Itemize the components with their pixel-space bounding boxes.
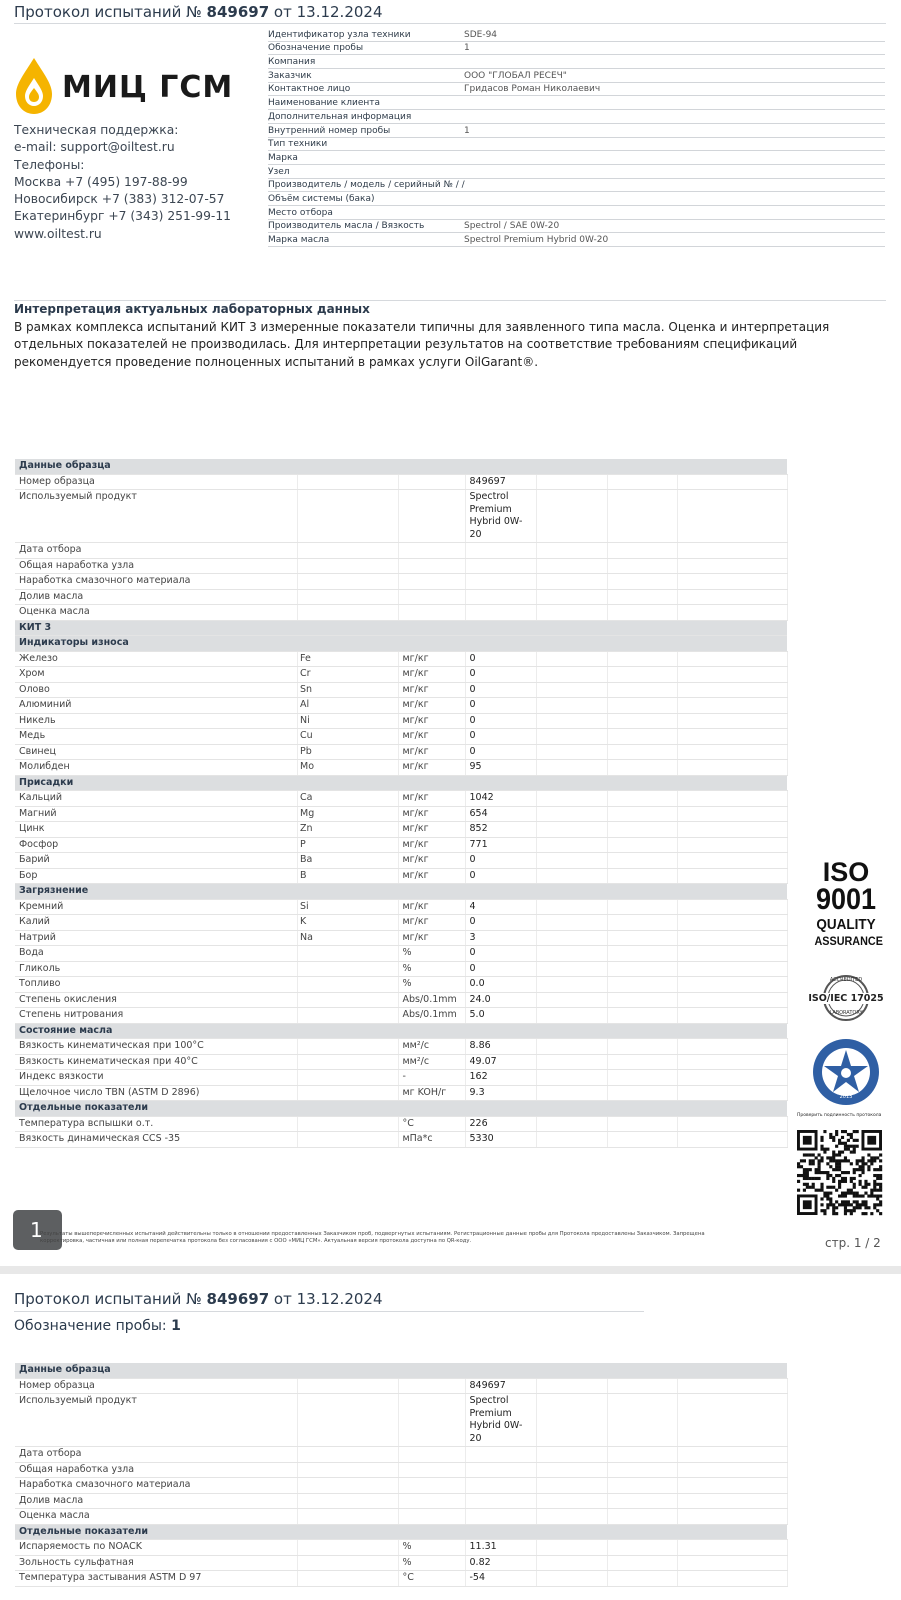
element-symbol: P bbox=[300, 838, 306, 850]
result-row bbox=[15, 946, 787, 962]
result-row bbox=[15, 1008, 787, 1024]
row-label: Магний Mg bbox=[15, 806, 297, 822]
row-value: 0.0 bbox=[465, 977, 536, 993]
sample-info-table bbox=[268, 28, 885, 247]
registry-seal-badge: 2013 bbox=[811, 1037, 881, 1107]
sample-row bbox=[15, 490, 787, 543]
row-unit: мг/кг bbox=[398, 667, 465, 683]
row-label: Кальций Ca bbox=[15, 791, 297, 807]
row-label: Гликоль bbox=[15, 961, 297, 977]
row-label: Долив масла bbox=[15, 1493, 297, 1509]
info-row bbox=[268, 220, 885, 234]
row-value: 11.31 bbox=[465, 1540, 536, 1556]
row-label: Номер образца bbox=[15, 1378, 297, 1394]
row-unit: мм²/с bbox=[398, 1039, 465, 1055]
row-value: 852 bbox=[465, 822, 536, 838]
row-unit: мг KOH/г bbox=[398, 1085, 465, 1101]
row-value: Spectrol Premium Hybrid 0W-20 bbox=[465, 1394, 536, 1447]
row-unit: Abs/0.1mm bbox=[398, 992, 465, 1008]
row-value bbox=[465, 589, 536, 605]
support-website[interactable]: www.oiltest.ru bbox=[14, 226, 102, 241]
row-label: Дата отбора bbox=[15, 1447, 297, 1463]
sample-row bbox=[15, 589, 787, 605]
row-label: Испаряемость по NOACK bbox=[15, 1540, 297, 1556]
row-unit: мг/кг bbox=[398, 806, 465, 822]
row-value bbox=[465, 558, 536, 574]
result-row bbox=[15, 853, 787, 869]
group-header: Загрязнение bbox=[15, 884, 787, 900]
row-value: 8.86 bbox=[465, 1039, 536, 1055]
sample-row bbox=[15, 605, 787, 621]
row-unit: мг/кг bbox=[398, 760, 465, 776]
result-row bbox=[15, 1085, 787, 1101]
row-value: 0 bbox=[465, 651, 536, 667]
row-unit: мг/кг bbox=[398, 837, 465, 853]
row-unit: мм²/с bbox=[398, 1054, 465, 1070]
info-label: Производитель / модель / серийный № / / bbox=[268, 180, 465, 191]
row-value: 0 bbox=[465, 868, 536, 884]
support-block: Техническая поддержка: e-mail: support@oiltest.ru Телефоны: Москва +7 (495) 197-88-99 Новосибирск +7 (383) 312-07-57 Екатеринбург +7 (343) 251-99-11 www.oiltest.ru bbox=[14, 122, 231, 243]
page2-divider bbox=[14, 1311, 644, 1312]
info-label: Наименование клиента bbox=[268, 98, 381, 109]
info-row bbox=[268, 165, 885, 179]
info-label: Заказчик bbox=[268, 70, 312, 81]
row-label: Медь Cu bbox=[15, 729, 297, 745]
row-label: Калий K bbox=[15, 915, 297, 931]
row-unit: мг/кг bbox=[398, 651, 465, 667]
element-symbol: Mg bbox=[300, 807, 315, 819]
row-value: 0 bbox=[465, 698, 536, 714]
info-label: Компания bbox=[268, 57, 316, 68]
row-label: Температура вспышки о.т. bbox=[15, 1116, 297, 1132]
interpretation-text: В рамках комплекса испытаний КИТ 3 измеренные показатели типичны для заявленного типа масла. Оценка и интерпретация отдельных показателей не производилась. Для интерпретации результатов на соответствие требованиям спецификаций рекомендуется проведение полноценных испытаний в рамках услуги OilGarant®. bbox=[14, 319, 830, 369]
row-label: Наработка смазочного материала bbox=[15, 1478, 297, 1494]
sample-row bbox=[15, 558, 787, 574]
row-label: Долив масла bbox=[15, 589, 297, 605]
row-label: Общая наработка узла bbox=[15, 1462, 297, 1478]
row-label: Бор B bbox=[15, 868, 297, 884]
group-header: Отдельные показатели bbox=[15, 1101, 787, 1117]
info-label: Идентификатор узла техники bbox=[268, 29, 411, 40]
result-row bbox=[15, 1571, 787, 1587]
section-sample-data: Данные образца bbox=[15, 1363, 787, 1378]
result-row bbox=[15, 729, 787, 745]
info-row bbox=[268, 192, 885, 206]
result-row bbox=[15, 930, 787, 946]
group-header: Индикаторы износа bbox=[15, 636, 787, 652]
result-row bbox=[15, 868, 787, 884]
row-value bbox=[465, 1447, 536, 1463]
info-label: Марка bbox=[268, 152, 298, 163]
page-break bbox=[0, 1266, 901, 1274]
section-sample-data: Данные образца bbox=[15, 459, 787, 474]
row-label: Используемый продукт bbox=[15, 490, 297, 543]
row-label: Барий Ba bbox=[15, 853, 297, 869]
result-row bbox=[15, 651, 787, 667]
row-label: Вязкость кинематическая при 40°C bbox=[15, 1054, 297, 1070]
info-label: Тип техники bbox=[268, 139, 328, 150]
element-symbol: Cr bbox=[300, 668, 311, 679]
row-value: 162 bbox=[465, 1070, 536, 1086]
result-row bbox=[15, 1540, 787, 1556]
info-row bbox=[268, 124, 885, 138]
row-unit: мг/кг bbox=[398, 915, 465, 931]
row-label: Номер образца bbox=[15, 474, 297, 490]
row-unit: мг/кг bbox=[398, 698, 465, 714]
info-row bbox=[268, 55, 885, 69]
row-label: Используемый продукт bbox=[15, 1394, 297, 1447]
row-value: 24.0 bbox=[465, 992, 536, 1008]
info-value: ООО "ГЛОБАЛ РЕСЕЧ" bbox=[464, 70, 567, 81]
result-row bbox=[15, 977, 787, 993]
row-value: 849697 bbox=[465, 474, 536, 490]
element-symbol: Si bbox=[300, 900, 309, 912]
row-value: 0 bbox=[465, 853, 536, 869]
info-label: Обозначение пробы bbox=[268, 43, 364, 54]
row-value: 49.07 bbox=[465, 1054, 536, 1070]
protocol-date: от 13.12.2024 bbox=[273, 3, 383, 21]
row-unit: мг/кг bbox=[398, 868, 465, 884]
page-badge: 1 bbox=[13, 1210, 62, 1250]
sample-row bbox=[15, 574, 787, 590]
section-kit: КИТ 3 bbox=[15, 620, 787, 636]
element-symbol: Na bbox=[300, 931, 313, 943]
row-label: Оценка масла bbox=[15, 605, 297, 621]
result-row bbox=[15, 760, 787, 776]
info-row bbox=[268, 233, 885, 247]
row-label: Цинк Zn bbox=[15, 822, 297, 838]
result-row bbox=[15, 806, 787, 822]
row-label: Кремний Si bbox=[15, 899, 297, 915]
element-symbol: Fe bbox=[300, 652, 311, 664]
info-label: Узел bbox=[268, 166, 290, 177]
row-unit: мг/кг bbox=[398, 744, 465, 760]
logo-wordmark bbox=[62, 70, 233, 105]
group-header: Состояние масла bbox=[15, 1023, 787, 1039]
fine-print: Результаты вышеперечисленных испытаний действительны только в отношении предоставленных Заказчиком проб, подвергнутых испытаниям. Регистрационные данные пробы для Протокола предоставлены Заказчиком. Запрещена корректировка, частичная или полная перепечатка протокола без согласования с ООО «МИЦ ГСМ». Актуальная версия протокола доступна по QR-коду. bbox=[40, 1231, 705, 1244]
row-label: Зольность сульфатная bbox=[15, 1555, 297, 1571]
row-label: Вязкость кинематическая при 100°C bbox=[15, 1039, 297, 1055]
row-value: 5330 bbox=[465, 1132, 536, 1148]
row-value: 226 bbox=[465, 1116, 536, 1132]
row-value: Spectrol Premium Hybrid 0W-20 bbox=[465, 490, 536, 543]
result-row bbox=[15, 1132, 787, 1148]
iso-iec-17025-badge: ACCREDITED ISO/IEC 17025 LABORATORY bbox=[810, 973, 882, 1023]
row-value: 0 bbox=[465, 729, 536, 745]
info-label: Объём системы (бака) bbox=[268, 193, 375, 204]
info-label: Внутренний номер пробы bbox=[268, 125, 391, 136]
info-row bbox=[268, 96, 885, 110]
row-value: 95 bbox=[465, 760, 536, 776]
row-unit: мг/кг bbox=[398, 899, 465, 915]
element-symbol: Mo bbox=[300, 761, 315, 772]
row-value: 0 bbox=[465, 667, 536, 683]
support-email[interactable]: e-mail: support@oiltest.ru bbox=[14, 140, 175, 155]
row-label: Дата отбора bbox=[15, 543, 297, 559]
row-unit: мг/кг bbox=[398, 791, 465, 807]
row-value: 0.82 bbox=[465, 1555, 536, 1571]
sample-designation: Обозначение пробы: 1 bbox=[14, 1318, 181, 1334]
row-value: 849697 bbox=[465, 1378, 536, 1394]
result-row bbox=[15, 1555, 787, 1571]
sample-row bbox=[15, 1378, 787, 1394]
row-unit: % bbox=[398, 977, 465, 993]
iso-9001-badge: ISO 9001 QUALITY ASSURANCE bbox=[814, 857, 883, 948]
element-symbol: Cu bbox=[300, 730, 313, 741]
info-value: Spectrol Premium Hybrid 0W-20 bbox=[464, 235, 609, 245]
row-value bbox=[465, 1493, 536, 1509]
interpretation bbox=[14, 301, 876, 371]
result-row bbox=[15, 713, 787, 729]
sample-row bbox=[15, 1493, 787, 1509]
row-value: -54 bbox=[465, 1571, 536, 1587]
row-label: Индекс вязкости bbox=[15, 1070, 297, 1086]
logo-text: МИЦ ГСМ bbox=[62, 70, 234, 105]
info-row bbox=[268, 69, 885, 83]
result-row bbox=[15, 992, 787, 1008]
row-unit: мг/кг bbox=[398, 729, 465, 745]
info-label: Место отбора bbox=[268, 207, 333, 218]
verification-qr-code[interactable] bbox=[797, 1130, 882, 1215]
result-row bbox=[15, 1116, 787, 1132]
row-label: Фосфор P bbox=[15, 837, 297, 853]
header-divider bbox=[14, 23, 886, 24]
row-unit: Abs/0.1mm bbox=[398, 1008, 465, 1024]
row-label: Степень нитрования bbox=[15, 1008, 297, 1024]
row-value bbox=[465, 1509, 536, 1525]
info-row bbox=[268, 206, 885, 220]
row-value: 0 bbox=[465, 961, 536, 977]
element-symbol: Zn bbox=[300, 823, 313, 834]
row-label: Хром Cr bbox=[15, 667, 297, 683]
row-label: Вязкость динамическая CCS -35 bbox=[15, 1132, 297, 1148]
element-symbol: Pb bbox=[300, 745, 312, 757]
row-unit: мг/кг bbox=[398, 822, 465, 838]
row-label: Вода bbox=[15, 946, 297, 962]
info-row bbox=[268, 28, 885, 42]
result-row bbox=[15, 915, 787, 931]
row-value: 5.0 bbox=[465, 1008, 536, 1024]
row-unit: % bbox=[398, 961, 465, 977]
result-row bbox=[15, 837, 787, 853]
row-label: Алюминий Al bbox=[15, 698, 297, 714]
result-row bbox=[15, 961, 787, 977]
element-symbol: Ni bbox=[300, 714, 310, 726]
info-label: Дополнительная информация bbox=[268, 111, 412, 122]
result-row bbox=[15, 822, 787, 838]
info-value: Гридасов Роман Николаевич bbox=[464, 84, 601, 95]
protocol-number: 849697 bbox=[206, 3, 270, 21]
result-row bbox=[15, 744, 787, 760]
row-value: 771 bbox=[465, 837, 536, 853]
row-label: Оценка масла bbox=[15, 1509, 297, 1525]
result-row bbox=[15, 899, 787, 915]
row-value: 0 bbox=[465, 682, 536, 698]
row-value bbox=[465, 1462, 536, 1478]
row-value bbox=[465, 605, 536, 621]
row-label: Никель Ni bbox=[15, 713, 297, 729]
row-label: Олово Sn bbox=[15, 682, 297, 698]
row-unit: % bbox=[398, 1540, 465, 1556]
row-value bbox=[465, 1478, 536, 1494]
row-value: 4 bbox=[465, 899, 536, 915]
row-unit: мПа*с bbox=[398, 1132, 465, 1148]
row-label: Степень окисления bbox=[15, 992, 297, 1008]
results-table bbox=[15, 459, 788, 1148]
protocol-title: Протокол испытаний № 849697 от 13.12.2024 bbox=[14, 3, 383, 21]
row-label: Натрий Na bbox=[15, 930, 297, 946]
info-row bbox=[268, 83, 885, 97]
element-symbol: B bbox=[300, 869, 307, 881]
sample-row bbox=[15, 474, 787, 490]
interpretation-title: Интерпретация актуальных лабораторных данных bbox=[14, 302, 370, 316]
row-label: Общая наработка узла bbox=[15, 558, 297, 574]
info-label: Марка масла bbox=[268, 235, 330, 245]
result-row bbox=[15, 667, 787, 683]
sample-row bbox=[15, 1447, 787, 1463]
row-label: Щелочное число TBN (ASTM D 2896) bbox=[15, 1085, 297, 1101]
info-row bbox=[268, 138, 885, 152]
element-symbol: Al bbox=[300, 699, 310, 710]
row-value: 9.3 bbox=[465, 1085, 536, 1101]
row-label: Свинец Pb bbox=[15, 744, 297, 760]
row-value: 0 bbox=[465, 915, 536, 931]
info-row bbox=[268, 42, 885, 56]
sample-row bbox=[15, 1509, 787, 1525]
element-symbol: Sn bbox=[300, 683, 313, 695]
page-number: стр. 1 / 2 bbox=[825, 1236, 881, 1250]
row-value: 0 bbox=[465, 713, 536, 729]
result-row bbox=[15, 791, 787, 807]
sample-row bbox=[15, 543, 787, 559]
info-value: 1 bbox=[464, 43, 470, 54]
result-row bbox=[15, 1054, 787, 1070]
qr-caption: Проверить подлинность протокола bbox=[797, 1113, 882, 1118]
sample-row bbox=[15, 1462, 787, 1478]
info-value: Spectrol / SAE 0W-20 bbox=[464, 221, 560, 232]
protocol-title-page2: Протокол испытаний № 849697 от 13.12.2024 bbox=[14, 1290, 383, 1308]
row-value: 1042 bbox=[465, 791, 536, 807]
row-unit: % bbox=[398, 1555, 465, 1571]
row-unit: мг/кг bbox=[398, 682, 465, 698]
row-value: 0 bbox=[465, 744, 536, 760]
info-value: 1 bbox=[464, 125, 470, 136]
row-unit: мг/кг bbox=[398, 930, 465, 946]
row-unit: мг/кг bbox=[398, 713, 465, 729]
result-row bbox=[15, 698, 787, 714]
row-value bbox=[465, 574, 536, 590]
element-symbol: K bbox=[300, 916, 307, 927]
element-symbol: Ba bbox=[300, 854, 313, 865]
result-row bbox=[15, 1070, 787, 1086]
result-row bbox=[15, 682, 787, 698]
row-label: Наработка смазочного материала bbox=[15, 574, 297, 590]
result-row bbox=[15, 1039, 787, 1055]
row-unit: °C bbox=[398, 1571, 465, 1587]
info-row bbox=[268, 110, 885, 124]
group-header: Отдельные показатели bbox=[15, 1524, 787, 1540]
row-unit: мг/кг bbox=[398, 853, 465, 869]
group-header: Присадки bbox=[15, 775, 787, 791]
row-value: 0 bbox=[465, 946, 536, 962]
row-unit: °C bbox=[398, 1116, 465, 1132]
row-value: 654 bbox=[465, 806, 536, 822]
info-label: Контактное лицо bbox=[268, 84, 351, 95]
row-label: Железо Fe bbox=[15, 651, 297, 667]
row-label: Топливо bbox=[15, 977, 297, 993]
row-unit: % bbox=[398, 946, 465, 962]
row-label: Температура застывания ASTM D 97 bbox=[15, 1571, 297, 1587]
info-row bbox=[268, 179, 885, 193]
results-table-page2 bbox=[15, 1363, 788, 1587]
info-label: Производитель масла / Вязкость bbox=[268, 221, 425, 232]
element-symbol: Ca bbox=[300, 792, 313, 803]
info-value: SDE-94 bbox=[464, 29, 498, 40]
row-unit: - bbox=[398, 1070, 465, 1086]
row-label: Молибден Mo bbox=[15, 760, 297, 776]
row-value bbox=[465, 543, 536, 559]
info-row bbox=[268, 151, 885, 165]
row-value: 3 bbox=[465, 930, 536, 946]
sample-row bbox=[15, 1478, 787, 1494]
sample-row bbox=[15, 1394, 787, 1447]
